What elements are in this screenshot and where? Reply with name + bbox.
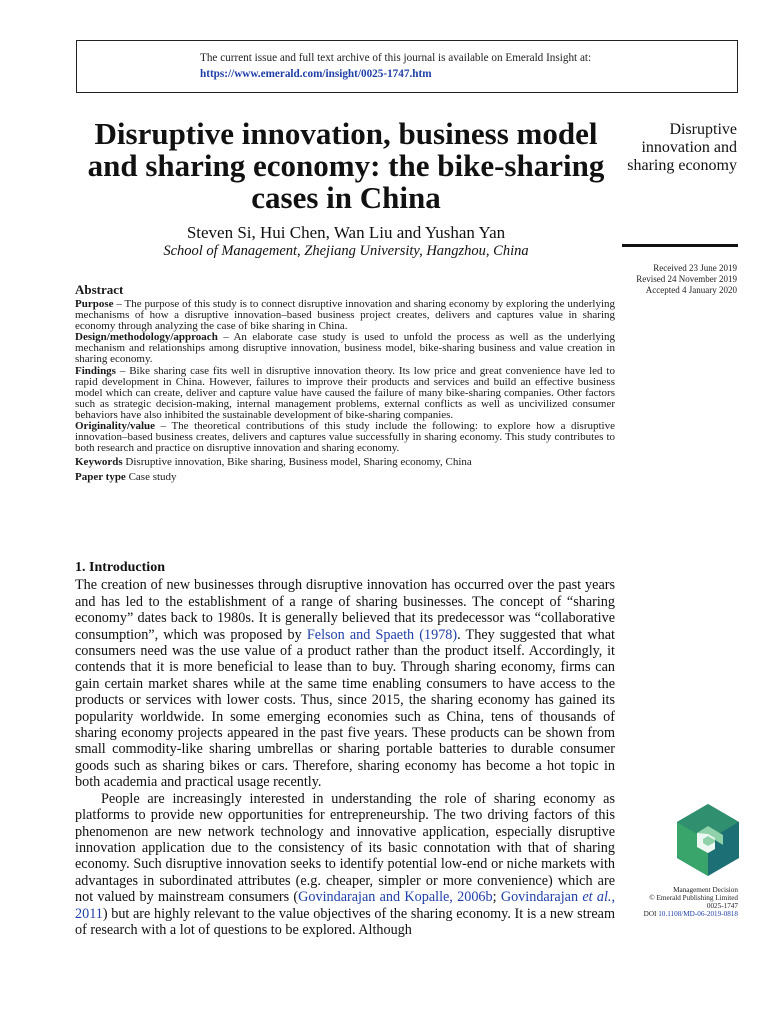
findings-label: Findings — [75, 364, 116, 377]
purpose-text: – The purpose of this study is to connect disruptive innovation and sharing economy by exploring the underlying mechanisms of how a disruptive innovation–based business project creates, delivers and captures value in sharing economy through analyzing the case of bike sharing in China. — [75, 298, 615, 333]
running-head: Disruptive innovation and sharing economy — [627, 121, 737, 174]
citation-felson-spaeth[interactable]: Felson and Spaeth (1978) — [306, 626, 458, 643]
abstract-findings — [75, 366, 615, 421]
journal-notice-box — [76, 40, 738, 93]
received-date: Received 23 June 2019 — [653, 263, 737, 273]
design-label: Design/methodology/approach — [75, 331, 218, 344]
keywords-label: Keywords — [75, 456, 123, 469]
cite-etal: et al. — [582, 889, 612, 906]
intro-p2-text-a: People are increasingly interested in understanding the role of sharing economy as platforms to provide new opportunities for entrepreneurship. The two driving factors of this phenomenon are new network technology and innovative application, especially disruptive innovation application due to the consistency of its basic connotation with that of sharing economy. Such disruptive innovation seeks to identify potential low-end or niche markets with advantages in subordinated attributes (e.g. cheaper, simpler or more convenience) which are not valued by mainstream consumers ( — [75, 790, 615, 906]
abstract-purpose — [75, 299, 615, 332]
intro-p1-text-b: . They suggested that what consumers need was the use value of a product rather than the product itself. Accordingly, it contends that it is more beneficial to lease than to buy. Through sharing economy, firms can gain certain market shares while at the same time enabling consumers to have access to the products or services with lower costs. Thus, since 2015, the sharing economy has gained its popularity worldwide. In some emerging economies such as China, tens of thousands of sharing economy projects appeared in the past five years. These products can be shown from small commodity-like sharing umbrellas or sharing portable batteries to durable consumer goods such as sharing bikes or cars. Therefore, sharing economy has become a hot topic in both academia and practical usage recently. — [75, 626, 615, 791]
journal-copyright: © Emerald Publishing Limited — [649, 894, 738, 902]
intro-paragraph-2 — [75, 791, 615, 939]
purpose-label: Purpose — [75, 298, 114, 310]
abstract-originality — [75, 421, 615, 454]
margin-rule — [622, 244, 738, 247]
journal-issn: 0025-1747 — [706, 902, 738, 910]
journal-url-link[interactable]: https://www.emerald.com/insight/0025-1747.htm — [200, 68, 432, 80]
findings-text: – Bike sharing case fits well in disruptive innovation theory. Its low price and great convenience have led to rapid development in China. However, failures to improve their products and services and build an effective business model which can create, deliver and capture value have caused the failure of many bike-sharing companies. Other factors such as strategic decision-making, internal management problems, external conflicts as well as uncivilized consumer behaviors have also inhibited the sustainable development of bike-sharing companies. — [75, 364, 615, 421]
keywords — [75, 457, 615, 468]
citation-govindarajan-kopalle[interactable]: Govindarajan and Kopalle, 2006b — [298, 889, 493, 906]
article-dates — [612, 263, 737, 296]
cite-year: , 2011 — [75, 889, 615, 922]
journal-doi — [612, 910, 738, 918]
introduction-section — [75, 560, 615, 938]
keywords-text: Disruptive innovation, Bike sharing, Business model, Sharing economy, China — [122, 456, 472, 469]
intro-p2-text-b: ) but are highly relevant to the value objectives of the sharing economy. It is a new stream of research with a lot of questions to be explored. Although — [75, 905, 615, 938]
accepted-date: Accepted 4 January 2020 — [645, 285, 737, 295]
cite-author: Govindarajan — [500, 889, 583, 906]
originality-label: Originality/value — [75, 420, 156, 433]
article-title: Disruptive innovation, business model and sharing economy: the bike-sharing cases in China — [87, 116, 605, 215]
author-affiliation: School of Management, Zhejiang University, Hangzhou, China — [163, 243, 529, 259]
abstract-section — [75, 282, 615, 484]
intro-p1-text-a: The creation of new businesses through disruptive innovation has occurred over the past years and has led to the establishment of a range of sharing businesses. The concept of “sharing economy” dates back to 1980s. It is generally believed that its predecessor was “collaborative consumption”, which was proposed by — [75, 577, 615, 643]
paper-type — [75, 472, 615, 483]
journal-info — [612, 886, 738, 918]
abstract-heading: Abstract — [75, 282, 124, 297]
emerald-logo-icon — [677, 804, 739, 876]
originality-text: – The theoretical contributions of this study include the following: to explore how a disruptive innovation–based business creates, delivers and captures value successfully in sharing economy. This study contributes to both research and practice on disruptive innovation and sharing economy. — [75, 420, 615, 455]
journal-name: Management Decision — [673, 886, 738, 894]
citation-separator: ; — [492, 889, 501, 906]
notice-text: The current issue and full text archive of this journal is available on Emerald Insight at: — [200, 52, 592, 64]
paper-type-label: Paper type — [75, 471, 126, 484]
introduction-heading: 1. Introduction — [75, 560, 165, 575]
revised-date: Revised 24 November 2019 — [636, 274, 737, 284]
author-list: Steven Si, Hui Chen, Wan Liu and Yushan Yan — [186, 223, 506, 242]
doi-label: DOI — [643, 910, 657, 918]
doi-link[interactable]: 10.1108/MD-06-2019-0818 — [658, 910, 738, 918]
paper-type-text: Case study — [125, 471, 177, 484]
intro-paragraph-1 — [75, 577, 615, 790]
design-text: – An elaborate case study is used to unfold the process as well as the underlying mechanism and relationships among disruptive innovation, business model, bike-sharing business and value creation in sharing economy. — [75, 331, 615, 366]
abstract-design — [75, 332, 615, 365]
